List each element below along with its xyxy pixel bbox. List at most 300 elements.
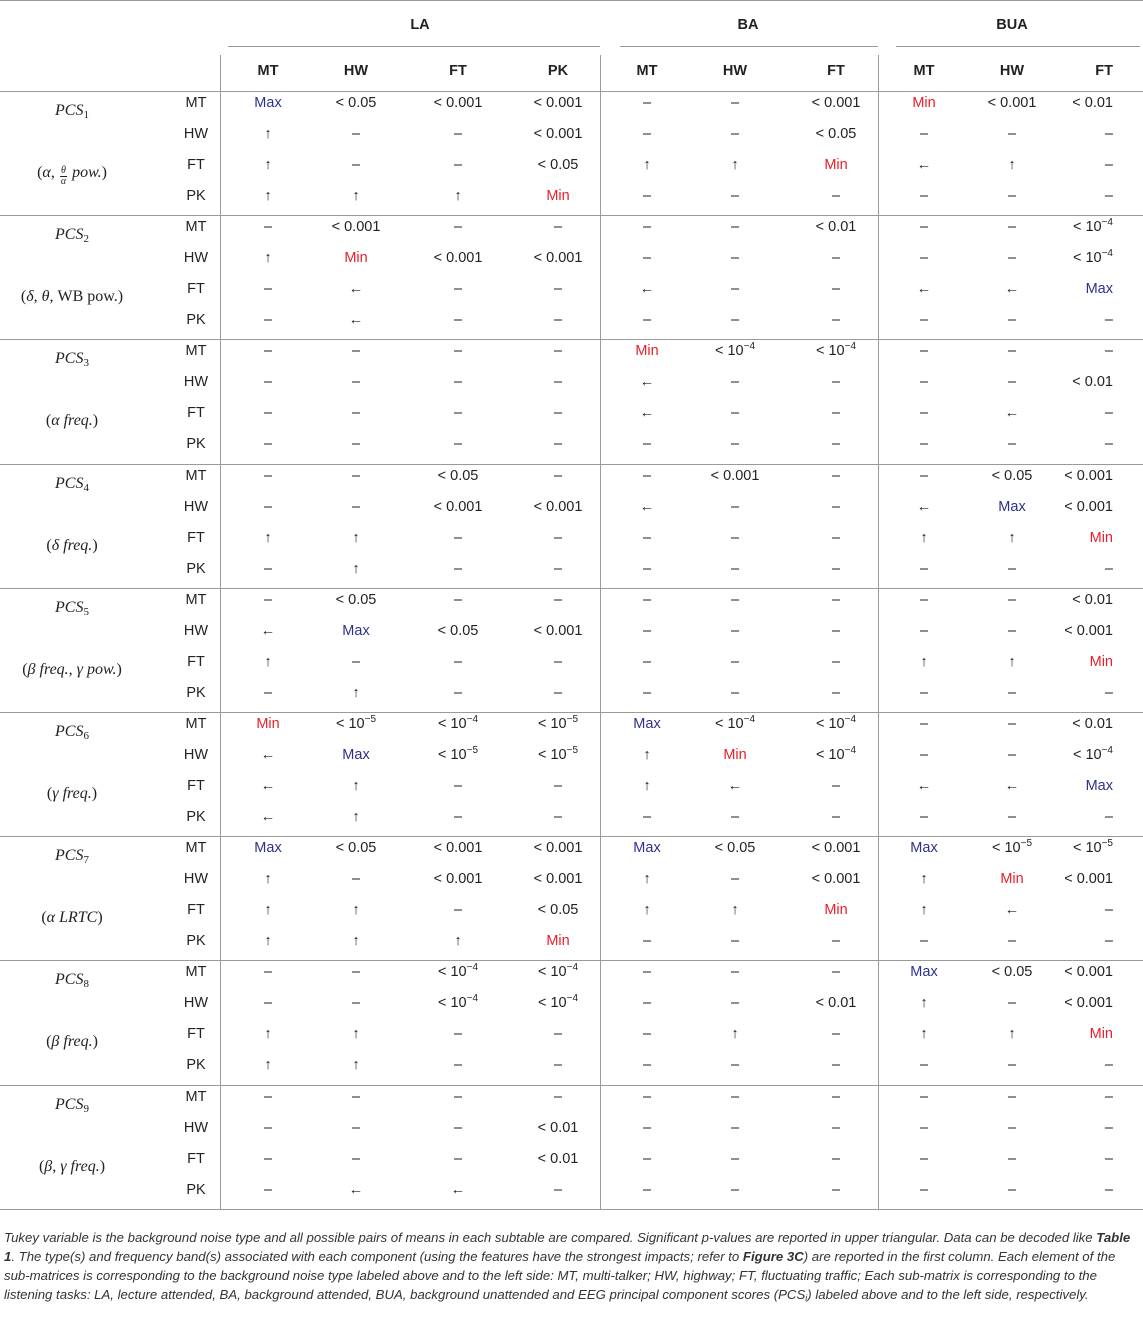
table-cell: – <box>730 622 740 639</box>
table-cell: – <box>1104 1150 1113 1167</box>
table-cell: – <box>263 405 273 422</box>
table-cell: – <box>831 933 841 950</box>
pcs-descriptor: (α, $\frac{\theta}{\alpha}$ pow.) <box>37 164 107 187</box>
table-cell: – <box>351 374 361 391</box>
table-cell: < 0.001 <box>987 95 1037 111</box>
group-underline-ba <box>620 46 878 47</box>
table-cell: – <box>553 1026 563 1043</box>
table-cell: ↑ <box>352 809 360 825</box>
table-cell: ← <box>260 622 276 639</box>
table-cell: ← <box>260 778 276 794</box>
table-cell: ↑ <box>352 684 360 701</box>
table-cell: – <box>642 126 652 142</box>
table-cell: ↑ <box>352 902 360 919</box>
table-cell: < 0.05 <box>714 840 756 857</box>
table-cell: ↑ <box>264 653 272 670</box>
table-cell: Max <box>998 498 1026 515</box>
table-cell: – <box>831 964 841 981</box>
table-cell: Min <box>824 157 848 173</box>
table-cell: ↑ <box>643 157 651 173</box>
table-cell: ↑ <box>920 995 928 1012</box>
table-cell: < 0.001 <box>1064 871 1113 888</box>
table-cell: – <box>831 622 841 639</box>
table-cell: – <box>1007 809 1017 825</box>
table-cell: ↑ <box>454 188 462 204</box>
table-cell: < $10^{-4}$ <box>437 714 479 732</box>
table-cell: – <box>1007 374 1017 391</box>
table-cell: Min <box>824 902 848 919</box>
table-cell: – <box>453 809 463 825</box>
table-cell: – <box>1007 126 1017 142</box>
table-cell: – <box>831 405 841 422</box>
table-cell: – <box>263 374 273 391</box>
table-cell: ↑ <box>920 653 928 670</box>
table-cell: < 0.05 <box>815 126 857 142</box>
section-divider <box>0 836 1143 837</box>
table-cell: – <box>642 436 652 453</box>
table-cell: ↑ <box>352 529 360 546</box>
table-cell: – <box>1007 436 1017 453</box>
table-cell: ↑ <box>731 157 739 173</box>
table-cell: < 0.001 <box>1064 964 1113 981</box>
table-footnote: Tukey variable is the background noise type and all possible pairs of means in each subtable are compared. Significant p-values are reported in upper triangular. Data can be decoded like Table 1. The type(s) and frequency band(s) associated with each component (using the features have the strongest impacts; refer to Figure 3C) are reported in the first column. Each element of the sub-matrices is corresponding to the background noise type labeled above and to the left side: MT, multi-talker; HW, highway; FT, fluctuating traffic; Each sub-matrix is corresponding to the listening tasks: LA, lecture attended, BA, background attended, BUA, background unattended and EEG principal component scores $(PCS_i)$ labeled above and to the left side, respectively. <box>4 1230 1131 1303</box>
table-cell: – <box>1007 343 1017 360</box>
table-cell: – <box>1104 312 1113 329</box>
table-cell: Min <box>256 716 280 732</box>
table-cell: – <box>553 281 563 298</box>
table-cell: – <box>642 467 652 484</box>
table-cell: – <box>730 684 740 701</box>
table-cell: < 0.05 <box>335 95 377 111</box>
table-cell: < $10^{-4}$ <box>1072 217 1113 236</box>
row-label-hw: HW <box>183 126 209 142</box>
table-cell: ← <box>260 809 276 825</box>
row-label-ft: FT <box>187 405 205 422</box>
table-cell: < 0.01 <box>1072 591 1113 608</box>
table-cell: – <box>351 1088 361 1105</box>
table-cell: – <box>351 343 361 360</box>
table-cell: – <box>453 591 463 608</box>
table-cell: – <box>730 188 740 204</box>
table-cell: ← <box>450 1181 466 1198</box>
table-cell: – <box>1104 157 1113 173</box>
header-bottom-rule <box>0 91 1143 92</box>
table-cell: – <box>1007 933 1017 950</box>
table-cell: – <box>1104 126 1113 142</box>
table-cell: ← <box>1004 281 1020 298</box>
table-cell: < 0.001 <box>533 622 583 639</box>
table-cell: ↑ <box>643 902 651 919</box>
table-cell: ↑ <box>264 529 272 546</box>
table-cell: < $10^{-4}$ <box>437 962 479 981</box>
table-cell: – <box>553 219 563 236</box>
table-cell: – <box>642 1181 652 1198</box>
table-cell: – <box>919 809 929 825</box>
table-cell: – <box>1007 1181 1017 1198</box>
table-cell: < 0.001 <box>710 467 760 484</box>
column-header-ba-ft: FT <box>827 63 845 79</box>
table-cell: ← <box>916 281 932 298</box>
table-cell: < $10^{-4}$ <box>1072 745 1113 763</box>
table-cell: < $10^{-4}$ <box>815 341 857 360</box>
row-label-pk: PK <box>186 312 206 329</box>
table-cell: < $10^{-4}$ <box>537 962 579 981</box>
table-cell: – <box>263 560 273 577</box>
row-label-mt: MT <box>185 95 207 111</box>
table-cell: – <box>919 343 929 360</box>
table-cell: < $10^{-5}$ <box>1072 838 1113 857</box>
table-cell: Min <box>1000 871 1024 888</box>
table-cell: ↑ <box>264 871 272 888</box>
table-cell: Max <box>342 622 370 639</box>
table-cell: – <box>453 343 463 360</box>
table-cell: – <box>263 1181 273 1198</box>
table-cell: Min <box>1089 653 1113 670</box>
section-divider <box>0 960 1143 961</box>
table-cell: < $10^{-5}$ <box>991 838 1033 857</box>
table-cell: – <box>831 498 841 515</box>
table-cell: – <box>1007 1057 1017 1074</box>
table-cell: – <box>553 653 563 670</box>
table-cell: – <box>831 312 841 329</box>
row-label-mt: MT <box>185 964 207 981</box>
table-cell: ↑ <box>264 1026 272 1043</box>
table-cell: – <box>1104 1181 1113 1198</box>
column-header-bua-hw: HW <box>999 63 1025 79</box>
table-cell: – <box>1104 188 1113 204</box>
pcs-descriptor: (β freq.) <box>46 1033 98 1051</box>
row-label-ft: FT <box>187 778 205 794</box>
table-cell: – <box>1104 809 1113 825</box>
table-cell: – <box>351 871 361 888</box>
table-cell: – <box>730 405 740 422</box>
table-cell: ← <box>260 747 276 763</box>
table-cell: < $10^{-5}$ <box>537 745 579 763</box>
table-cell: – <box>351 498 361 515</box>
row-label-pk: PK <box>186 436 206 453</box>
table-cell: < 0.001 <box>433 498 483 515</box>
table-cell: – <box>831 250 841 267</box>
table-cell: – <box>642 529 652 546</box>
table-cell: Min <box>546 188 570 204</box>
row-label-pk: PK <box>186 188 206 204</box>
table-cell: – <box>730 1181 740 1198</box>
table-cell: – <box>831 1026 841 1043</box>
table-cell: – <box>1007 1088 1017 1105</box>
table-cell: Min <box>1089 529 1113 546</box>
row-label-ft: FT <box>187 653 205 670</box>
table-cell: < 0.001 <box>811 95 861 111</box>
table-cell: – <box>919 1150 929 1167</box>
table-cell: – <box>730 560 740 577</box>
table-cell: – <box>263 436 273 453</box>
table-cell: – <box>453 1119 463 1136</box>
table-cell: ↑ <box>1008 157 1016 173</box>
table-cell: ↑ <box>352 188 360 204</box>
table-cell: ↑ <box>264 902 272 919</box>
table-cell: ← <box>1004 405 1020 422</box>
table-cell: – <box>1007 591 1017 608</box>
table-cell: – <box>831 1150 841 1167</box>
table-cell: < $10^{-4}$ <box>437 993 479 1012</box>
section-divider <box>0 1085 1143 1086</box>
table-cell: ← <box>639 498 655 515</box>
table-cell: – <box>730 126 740 142</box>
table-cell: ↑ <box>1008 529 1016 546</box>
row-label-ft: FT <box>187 281 205 298</box>
table-cell: – <box>642 1150 652 1167</box>
table-cell: < 0.001 <box>433 250 483 267</box>
table-cell: – <box>263 281 273 298</box>
table-cell: < 0.001 <box>533 498 583 515</box>
table-cell: – <box>553 343 563 360</box>
table-cell: – <box>553 1088 563 1105</box>
pcs-descriptor: (δ, θ, WB pow.) <box>20 288 124 306</box>
table-cell: – <box>642 95 652 111</box>
table-cell: – <box>919 684 929 701</box>
table-cell: – <box>453 653 463 670</box>
table-cell: – <box>730 312 740 329</box>
table-cell: – <box>263 591 273 608</box>
table-cell: – <box>919 622 929 639</box>
table-cell: – <box>919 405 929 422</box>
table-cell: < 0.05 <box>437 622 479 639</box>
table-cell: ← <box>639 374 655 391</box>
table-cell: ← <box>916 778 932 794</box>
table-cell: – <box>730 964 740 981</box>
table-cell: Min <box>546 933 570 950</box>
table-cell: ← <box>639 281 655 298</box>
table-cell: < 0.001 <box>433 871 483 888</box>
pcs-label: $PCS_6$ <box>55 723 89 742</box>
table-cell: – <box>1104 436 1113 453</box>
pcs-descriptor: (β freq., γ pow.) <box>22 660 122 678</box>
section-divider <box>0 1209 1143 1210</box>
table-cell: – <box>453 1088 463 1105</box>
pcs-descriptor: (γ freq.) <box>46 785 98 802</box>
table-cell: – <box>553 809 563 825</box>
table-cell: – <box>351 157 361 173</box>
table-cell: – <box>263 1088 273 1105</box>
table-cell: – <box>351 1119 361 1136</box>
table-cell: < 0.001 <box>811 840 861 857</box>
table-cell: – <box>642 188 652 204</box>
table-cell: ← <box>348 1181 364 1198</box>
pcs-descriptor: (δ freq.) <box>46 536 98 554</box>
table-cell: – <box>1104 1057 1113 1074</box>
table-cell: – <box>919 250 929 267</box>
column-header-la-mt: MT <box>257 63 279 79</box>
column-header-ba-hw: HW <box>722 63 748 79</box>
table-cell: < 0.001 <box>533 871 583 888</box>
table-cell: – <box>919 1057 929 1074</box>
pcs-label: $PCS_9$ <box>55 1095 89 1115</box>
table-cell: ← <box>1004 778 1020 794</box>
section-divider <box>0 712 1143 713</box>
table-cell: – <box>453 1026 463 1043</box>
table-cell: < 0.001 <box>1064 467 1113 484</box>
table-cell: – <box>831 591 841 608</box>
table-cell: – <box>1007 219 1017 236</box>
table-cell: – <box>1007 684 1017 701</box>
table-cell: – <box>351 653 361 670</box>
table-cell: – <box>642 1088 652 1105</box>
table-cell: – <box>1104 560 1113 577</box>
table-cell: ↑ <box>920 902 928 919</box>
table-cell: – <box>730 498 740 515</box>
table-cell: < $10^{-5}$ <box>537 714 579 732</box>
table-cell: – <box>453 312 463 329</box>
table-cell: – <box>919 188 929 204</box>
table-cell: – <box>263 219 273 236</box>
table-cell: – <box>453 1057 463 1074</box>
table-cell: ↑ <box>731 1026 739 1043</box>
table-cell: – <box>453 219 463 236</box>
table-cell: – <box>351 964 361 981</box>
table-cell: – <box>730 250 740 267</box>
table-cell: ↑ <box>352 1026 360 1043</box>
table-cell: – <box>831 778 841 794</box>
table-cell: < $10^{-4}$ <box>815 714 857 732</box>
column-header-la-hw: HW <box>343 63 369 79</box>
pcs-descriptor: (α freq.) <box>45 412 99 430</box>
table-cell: – <box>453 405 463 422</box>
table-cell: – <box>263 964 273 981</box>
table-cell: – <box>351 467 361 484</box>
table-cell: – <box>1007 747 1017 763</box>
table-cell: Max <box>633 840 661 857</box>
row-label-ft: FT <box>187 529 205 546</box>
table-cell: – <box>730 95 740 111</box>
table-cell: – <box>453 126 463 142</box>
column-separator-3 <box>878 55 879 1210</box>
table-cell: Max <box>254 840 282 857</box>
table-cell: < $10^{-5}$ <box>437 745 479 763</box>
table-cell: < 0.001 <box>533 840 583 857</box>
table-cell: – <box>831 436 841 453</box>
table-cell: < $10^{-4}$ <box>714 341 756 360</box>
table-cell: < 0.01 <box>815 995 857 1012</box>
table-cell: – <box>553 436 563 453</box>
row-label-hw: HW <box>183 1119 209 1136</box>
row-label-pk: PK <box>186 809 206 825</box>
row-label-hw: HW <box>183 374 209 391</box>
column-header-bua-ft: FT <box>1095 63 1113 79</box>
row-label-mt: MT <box>185 716 207 732</box>
table-cell: – <box>730 1119 740 1136</box>
table-cell: – <box>263 1150 273 1167</box>
table-cell: < 0.001 <box>331 219 381 236</box>
table-cell: ← <box>348 281 364 298</box>
table-cell: – <box>1007 1150 1017 1167</box>
table-cell: ↑ <box>454 933 462 950</box>
table-cell: – <box>642 995 652 1012</box>
table-cell: ↑ <box>264 250 272 267</box>
table-cell: – <box>642 933 652 950</box>
table-cell: – <box>730 219 740 236</box>
table-cell: – <box>831 529 841 546</box>
row-label-hw: HW <box>183 498 209 515</box>
table-cell: – <box>730 591 740 608</box>
table-cell: < 0.01 <box>1072 95 1113 111</box>
table-cell: < 0.001 <box>1064 498 1113 515</box>
table-cell: – <box>553 591 563 608</box>
table-cell: ← <box>348 312 364 329</box>
table-cell: ↑ <box>920 1026 928 1043</box>
table-cell: < 0.05 <box>991 467 1033 484</box>
table-cell: – <box>642 219 652 236</box>
row-label-mt: MT <box>185 467 207 484</box>
table-cell: – <box>919 716 929 732</box>
table-cell: – <box>453 778 463 794</box>
table-cell: – <box>263 343 273 360</box>
column-separator-2 <box>600 55 601 1210</box>
table-cell: < 0.05 <box>537 157 579 173</box>
row-label-ft: FT <box>187 157 205 173</box>
table-cell: – <box>351 405 361 422</box>
table-cell: – <box>453 374 463 391</box>
table-cell: – <box>919 1088 929 1105</box>
table-cell: – <box>642 684 652 701</box>
table-cell: – <box>1007 622 1017 639</box>
row-label-hw: HW <box>183 995 209 1012</box>
table-cell: – <box>453 436 463 453</box>
table-cell: – <box>919 933 929 950</box>
pcs-label: $PCS_2$ <box>55 226 89 246</box>
table-cell: < $10^{-5}$ <box>335 714 377 732</box>
table-cell: – <box>730 933 740 950</box>
table-cell: – <box>553 1057 563 1074</box>
table-cell: – <box>919 747 929 763</box>
table-cell: – <box>553 778 563 794</box>
column-header-bua-mt: MT <box>913 63 935 79</box>
table-cell: ↑ <box>264 157 272 173</box>
table-cell: – <box>453 529 463 546</box>
table-cell: – <box>453 684 463 701</box>
table-cell: – <box>642 622 652 639</box>
row-label-ft: FT <box>187 1150 205 1167</box>
table-cell: ← <box>916 157 932 173</box>
section-divider <box>0 464 1143 465</box>
table-cell: – <box>642 250 652 267</box>
column-header-ba-mt: MT <box>636 63 658 79</box>
table-cell: – <box>642 1026 652 1043</box>
table-cell: ↑ <box>920 529 928 546</box>
table-cell: ↑ <box>352 778 360 794</box>
table-cell: – <box>1104 684 1113 701</box>
column-header-la-pk: PK <box>547 63 569 79</box>
table-cell: Max <box>910 840 938 857</box>
table-cell: – <box>730 1057 740 1074</box>
table-cell: – <box>831 809 841 825</box>
table-cell: Max <box>254 95 282 111</box>
table-cell: – <box>1104 1119 1113 1136</box>
table-cell: – <box>553 684 563 701</box>
table-cell: – <box>831 560 841 577</box>
row-label-pk: PK <box>186 560 206 577</box>
table-cell: – <box>730 374 740 391</box>
table-cell: – <box>553 1181 563 1198</box>
table-cell: ← <box>639 405 655 422</box>
group-header-bua: BUA <box>996 17 1028 33</box>
table-cell: ↑ <box>352 560 360 577</box>
row-label-pk: PK <box>186 1181 206 1198</box>
table-cell: – <box>831 1057 841 1074</box>
row-label-ft: FT <box>187 902 205 919</box>
table-cell: – <box>919 1119 929 1136</box>
group-underline-bua <box>896 46 1140 47</box>
table-cell: ↑ <box>643 871 651 888</box>
